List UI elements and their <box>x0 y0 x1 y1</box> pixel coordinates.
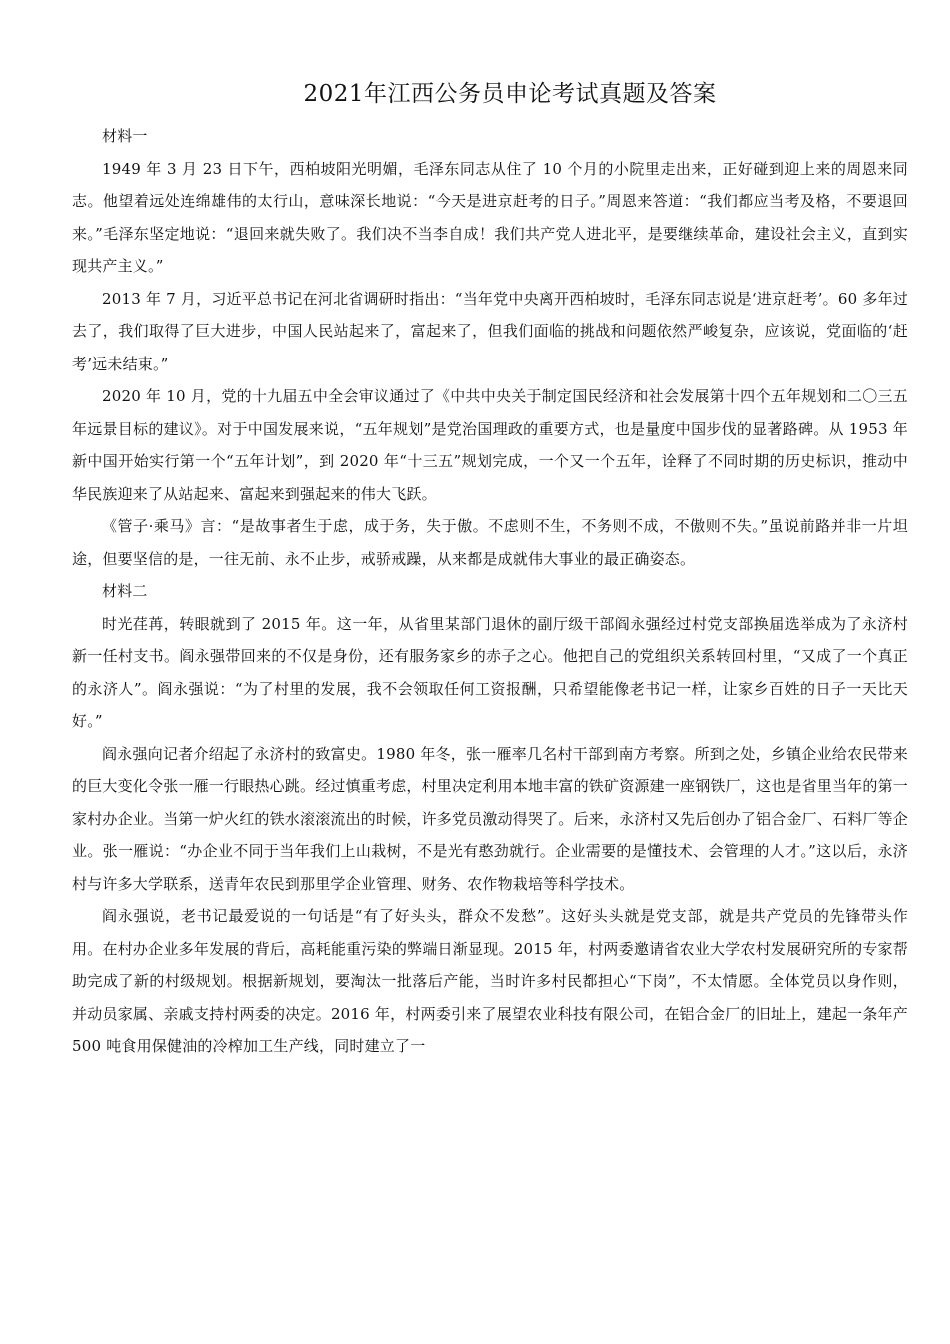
section-heading-material-2: 材料二 <box>102 582 148 600</box>
paragraph: 2013 年 7 月，习近平总书记在河北省调研时指出：“当年党中央离开西柏坡时，毛泽东同志说是‘进京赶考’。60 多年过去了，我们取得了巨大进步，中国人民站起来了，富起来了，但我们面临的挑战和问题依然严峻复杂，应该说，党面临的‘赶考’远未结束。” <box>72 289 908 373</box>
section-heading-material-1: 材料一 <box>102 127 148 145</box>
paragraph: 2020 年 10 月，党的十九届五中全会审议通过了《中共中央关于制定国民经济和社会发展第十四个五年规划和二〇三五年远景目标的建议》。对于中国发展来说，“五年规划”是党治国理政的重要方式，也是量度中国步伐的显著路碑。从 1953 年新中国开始实行第一个“五年计划”，到 2020 年“十三五”规划完成，一个又一个五年，诠释了不同时期的历史标识，推动中华民族迎来了从站起来、富起来到强起来的伟大飞跃。 <box>72 387 908 503</box>
paragraph: 《管子·乘马》言：“是故事者生于虑，成于务，失于傲。不虑则不生，不务则不成，不傲则不失。”虽说前路并非一片坦途，但要坚信的是，一往无前、永不止步，戒骄戒躁，从来都是成就伟大事业的最正确姿态。 <box>72 517 908 568</box>
document-title: 2021年江西公务员申论考试真题及答案 <box>303 81 717 107</box>
document-body <box>72 120 908 1063</box>
paragraph: 阎永强向记者介绍起了永济村的致富史。1980 年冬，张一雁率几名村干部到南方考察。所到之处，乡镇企业给农民带来的巨大变化令张一雁一行眼热心跳。经过慎重考虑，村里决定利用本地丰富的铁矿资源建一座钢铁厂，这也是省里当年的第一家村办企业。当第一炉火红的铁水滚滚流出的时候，许多党员激动得哭了。后来，永济村又先后创办了铝合金厂、石料厂等企业。张一雁说：“办企业不同于当年我们上山栽树，不是光有憨劲就行。企业需要的是懂技术、会管理的人才。”这以后，永济村与许多大学联系，送青年农民到那里学企业管理、财务、农作物栽培等科学技术。 <box>72 744 909 893</box>
paragraph: 阎永强说，老书记最爱说的一句话是“有了好头头，群众不发愁”。这好头头就是党支部，就是共产党员的先锋带头作用。在村办企业多年发展的背后，高耗能重污染的弊端日渐显现。2015 年，村两委邀请省农业大学农村发展研究所的专家帮助完成了新的村级规划。根据新规划，要淘汰一批落后产能，当时许多村民都担心“下岗”，不太情愿。全体党员以身作则，并动员家属、亲戚支持村两委的决定。2016 年，村两委引来了展望农业科技有限公司，在铝合金厂的旧址上，建起一条年产 500 吨食用保健油的冷榨加工生产线，同时建立了一 <box>72 907 908 1055</box>
paragraph: 1949 年 3 月 23 日下午，西柏坡阳光明媚，毛泽东同志从住了 10 个月的小院里走出来，正好碰到迎上来的周恩来同志。他望着远处连绵雄伟的太行山，意味深长地说：“今天是进京赶考的日子。”周恩来答道：“我们都应当考及格，不要退回来。”毛泽东坚定地说：“退回来就失败了。我们决不当李自成！我们共产党人进北平，是要继续革命，建设社会主义，直到实现共产主义。” <box>72 159 908 275</box>
paragraph: 时光荏苒，转眼就到了 2015 年。这一年，从省里某部门退休的副厅级干部阎永强经过村党支部换届选举成为了永济村新一任村支书。阎永强带回来的不仅是身份，还有服务家乡的赤子之心。他把自己的党组织关系转回村里，“又成了一个真正的永济人”。阎永强说：“为了村里的发展，我不会领取任何工资报酬，只希望能像老书记一样，让家乡百姓的日子一天比天好。” <box>72 614 908 730</box>
